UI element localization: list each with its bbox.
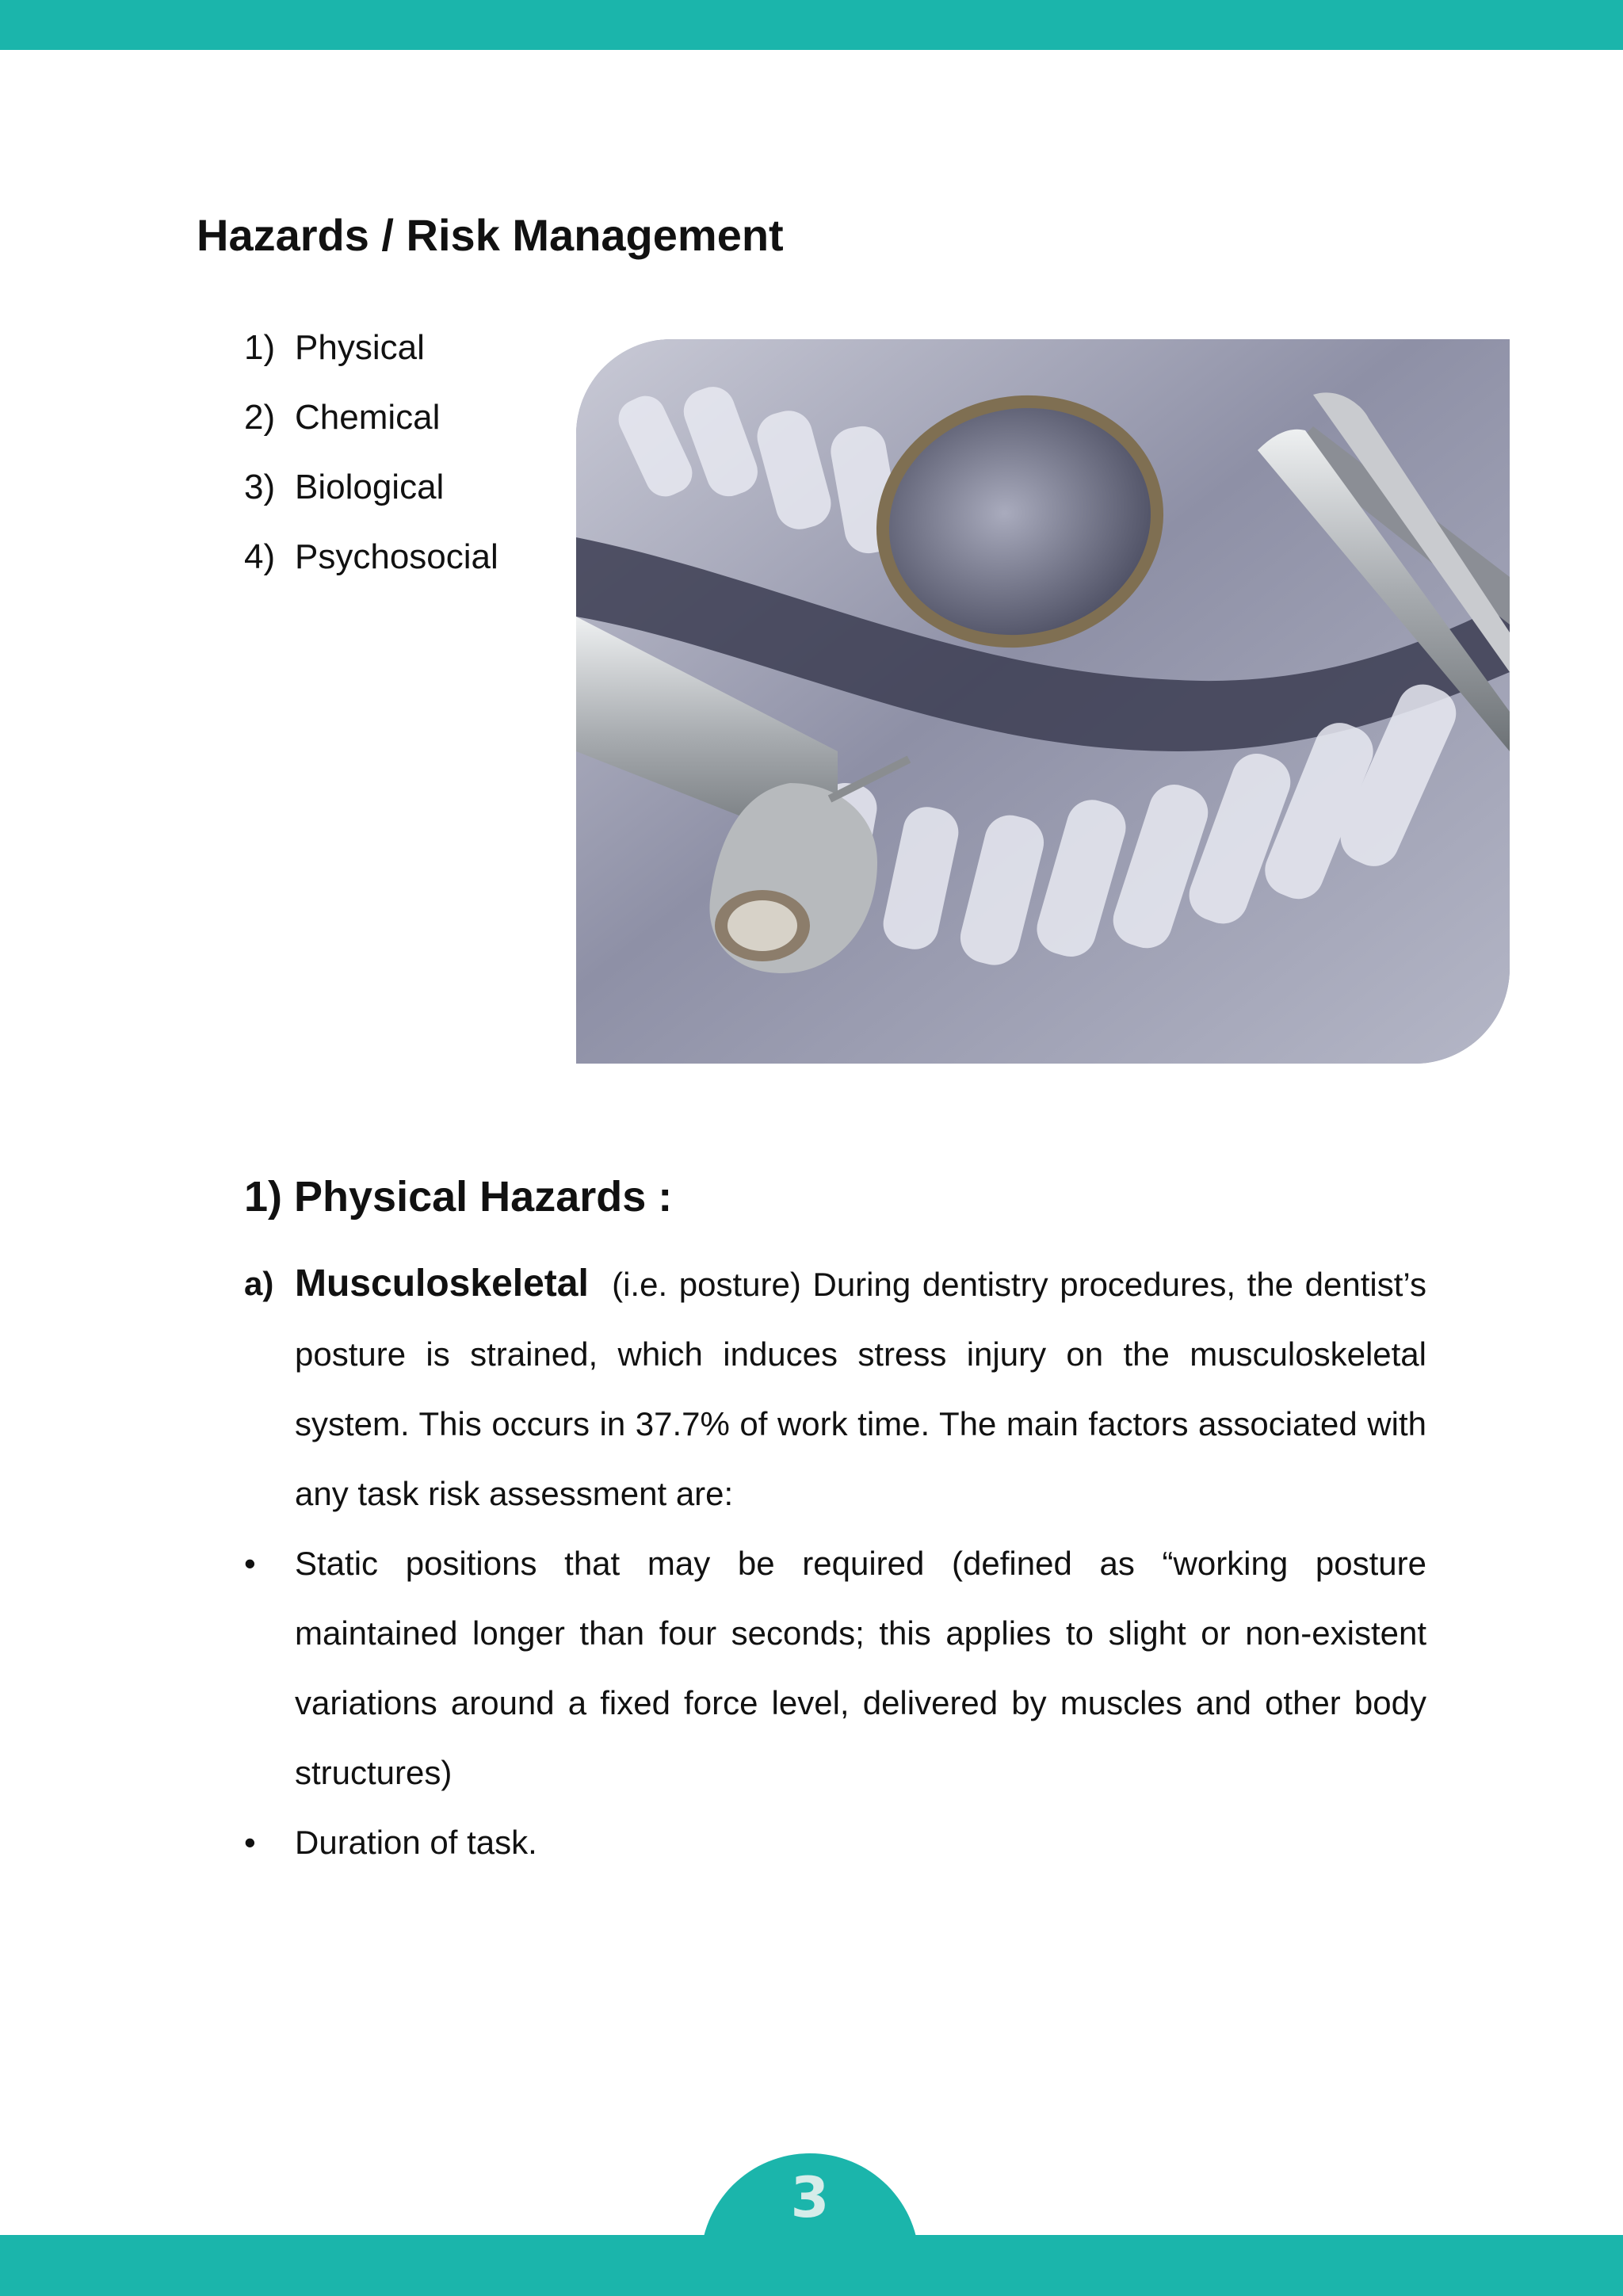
list-item-number: 1) [244,328,276,367]
bullet-icon: • [244,1824,256,1861]
list-item-number: 2) [244,398,276,437]
dental-xray-photo [576,339,1510,1064]
list-item [244,383,498,453]
hazard-type-list [244,313,498,592]
list-item-label: Psychosocial [295,537,498,576]
sub-item-body: (i.e. posture) During dentistry procedures, the dentist’s posture is strained, which induces stress injury on the musculoskeletal system. This occurs in 37.7% of work time. The main factors associated with any task risk assessment are: [295,1266,1426,1512]
list-item-label: Chemical [295,398,441,437]
list-item [244,313,498,383]
list-item [244,453,498,522]
footer-accent-bar [0,2235,1623,2296]
header-accent-bar [0,0,1623,50]
bullet-text: Duration of task. [295,1824,537,1861]
section-body [244,1249,1426,1878]
sub-item-a [244,1249,1426,1529]
list-item [244,522,498,592]
bullet-text: Static positions that may be required (defined as “working posture maintained longer than four seconds; this applies to slight or non-existent variations around a fixed force level, delivered by muscles and other body structures) [295,1545,1426,1791]
sub-item-marker: a) [244,1265,274,1302]
list-item-label: Physical [295,328,425,367]
page-title: Hazards / Risk Management [197,210,784,260]
bullet-item [244,1808,1426,1878]
section-heading: 1) Physical Hazards : [244,1173,673,1221]
page-number: 3 [790,2165,830,2230]
list-item-label: Biological [295,468,445,506]
sub-item-text [295,1249,1426,1529]
term-heading: Musculoskeletal [295,1263,589,1305]
bullet-icon: • [244,1545,256,1582]
list-item-number: 4) [244,537,276,576]
bullet-item [244,1529,1426,1808]
list-item-number: 3) [244,468,276,506]
